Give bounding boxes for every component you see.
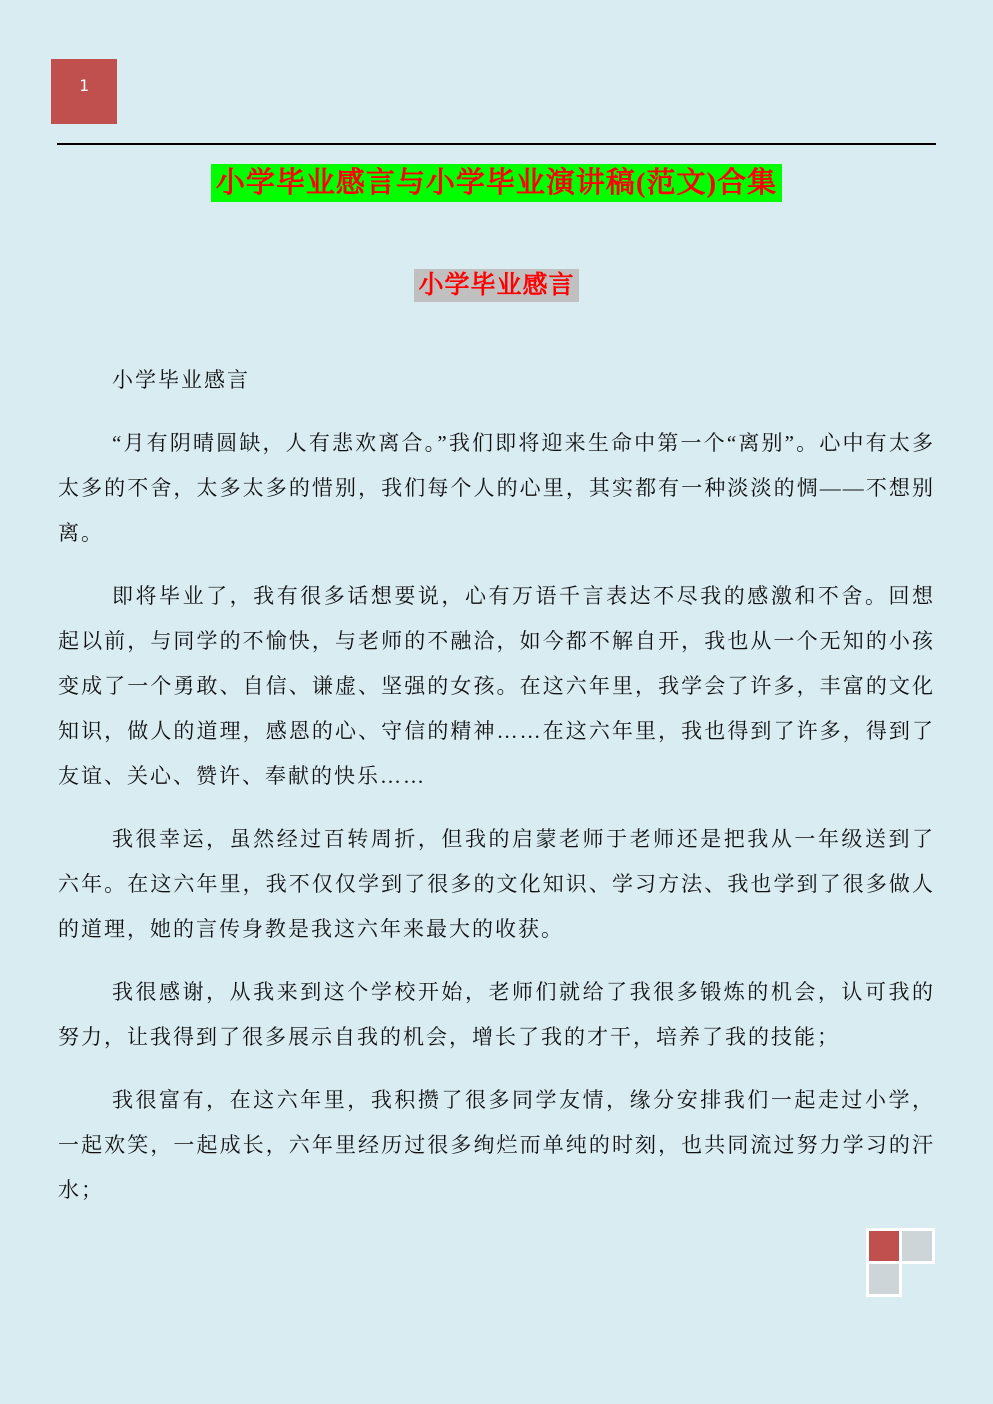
- body-paragraph: 即将毕业了，我有很多话想要说，心有万语千言表达不尽我的感激和不舍。回想起以前，与同学的不愉快，与老师的不融洽，如今都不解自开，我也从一个无知的小孩变成了一个勇敢、自信、谦虚、坚强的女孩。在这六年里，我学会了许多，丰富的文化知识，做人的道理，感恩的心、守信的精神……在这六年里，我也得到了许多，得到了友谊、关心、赞许、奉献的快乐……: [58, 584, 935, 788]
- page-number: 1: [79, 75, 89, 95]
- document-body: [58, 358, 935, 1231]
- body-paragraph: “月有阴晴圆缺，人有悲欢离合。”我们即将迎来生命中第一个“离别”。心中有太多太多的不舍，太多太多的惜别，我们每个人的心里，其实都有一种淡淡的惆——不想别离。: [58, 431, 935, 545]
- corner-decoration: [866, 1228, 966, 1328]
- deco-square-red-icon: [866, 1228, 902, 1264]
- document-title: [0, 160, 993, 201]
- section-subtitle: [0, 265, 993, 301]
- body-paragraph: 我很感谢，从我来到这个学校开始，老师们就给了我很多锻炼的机会，认可我的努力，让我得到了很多展示自我的机会，增长了我的才干，培养了我的技能；: [58, 980, 935, 1049]
- body-paragraph: 小学毕业感言: [112, 368, 250, 392]
- body-paragraph: 我很幸运，虽然经过百转周折，但我的启蒙老师于老师还是把我从一年级送到了六年。在这六年里，我不仅仅学到了很多的文化知识、学习方法、我也学到了很多做人的道理，她的言传身教是我这六年来最大的收获。: [58, 827, 935, 941]
- document-title-text: 小学毕业感言与小学毕业演讲稿(范文)合集: [211, 164, 782, 202]
- body-paragraph: 我很富有，在这六年里，我积攒了很多同学友情，缘分安排我们一起走过小学，一起欢笑，一起成长，六年里经历过很多绚烂而单纯的时刻，也共同流过努力学习的汗水；: [58, 1088, 935, 1202]
- section-subtitle-text: 小学毕业感言: [414, 269, 578, 302]
- deco-square-gray-top-icon: [899, 1228, 935, 1264]
- deco-square-gray-bottom-icon: [866, 1261, 902, 1297]
- page-number-badge: [51, 59, 117, 124]
- header-divider: [57, 143, 936, 145]
